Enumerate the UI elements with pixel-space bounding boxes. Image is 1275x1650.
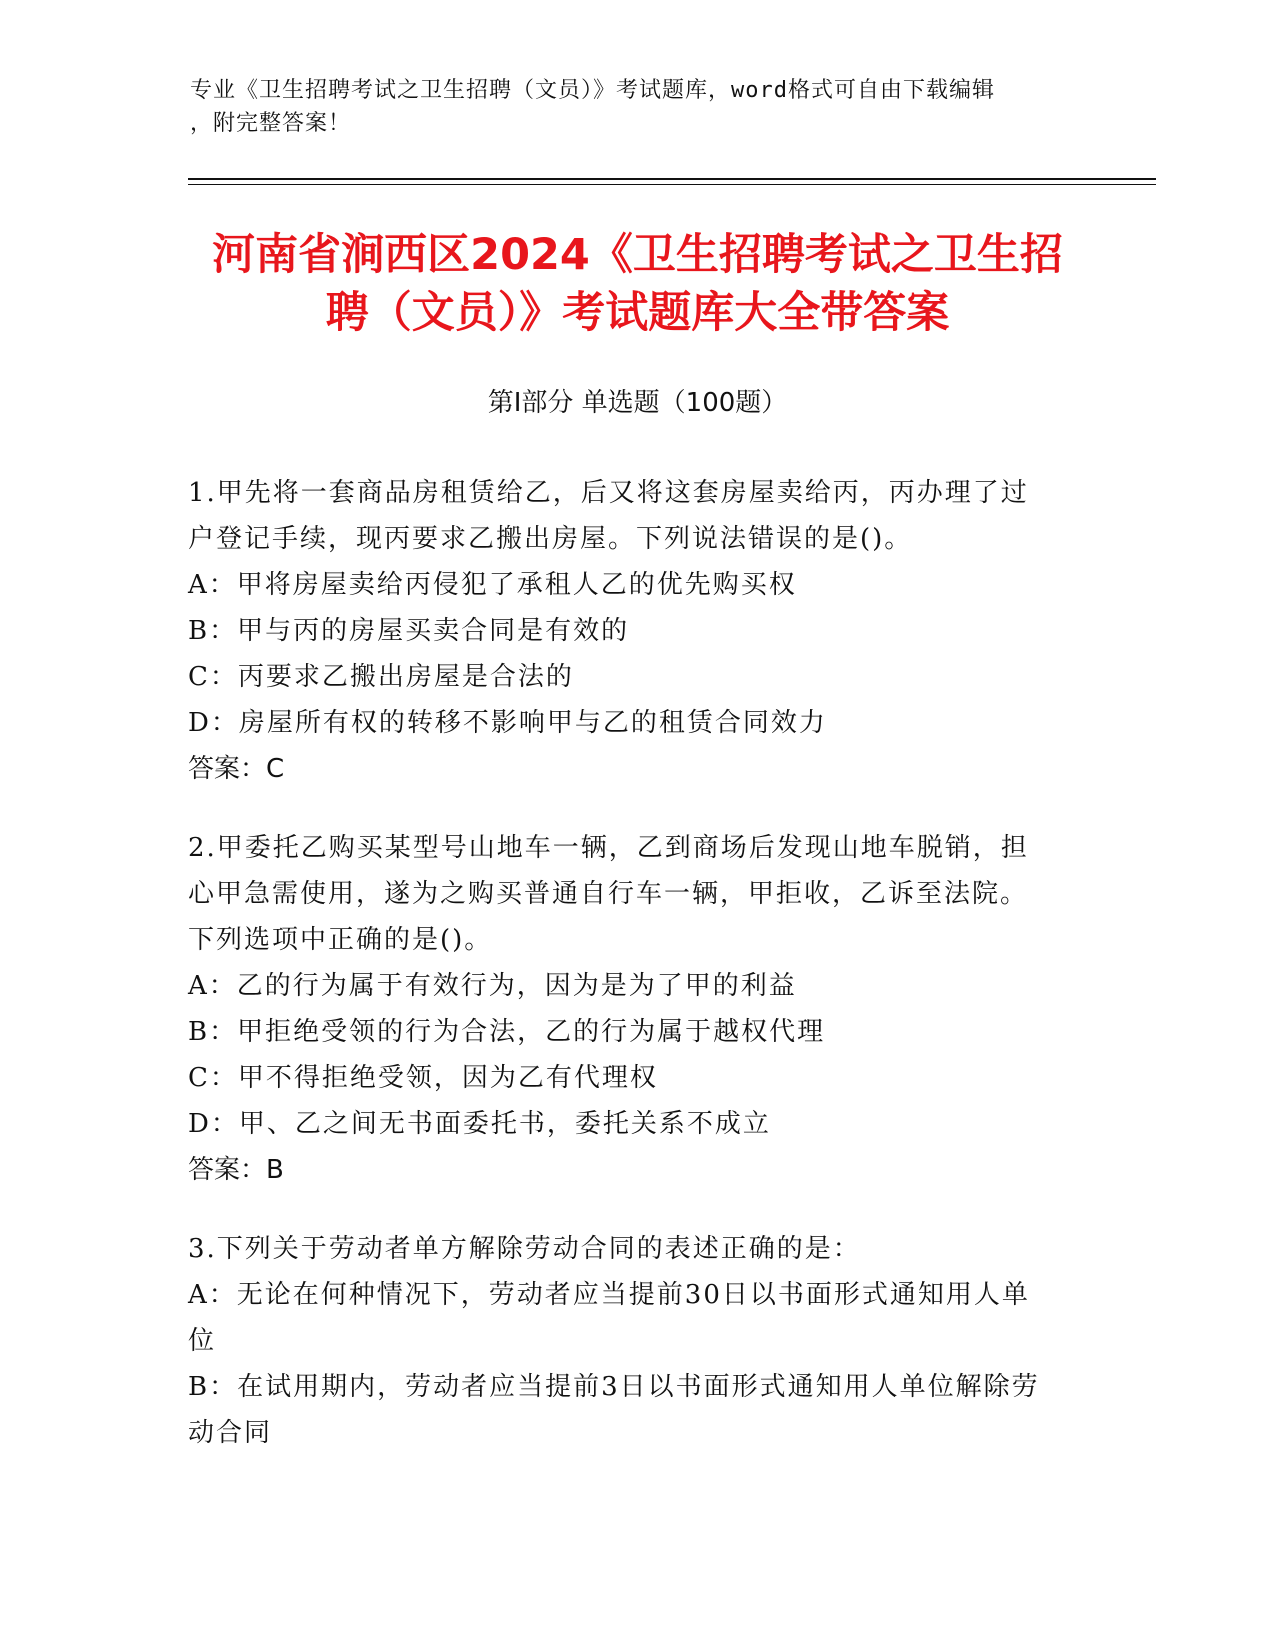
question-stem: 下列选项中正确的是()。 — [188, 925, 493, 955]
question-stem: 3.下列关于劳动者单方解除劳动合同的表述正确的是： — [188, 1234, 861, 1264]
option-b: B：甲与丙的房屋买卖合同是有效的 — [188, 616, 630, 646]
option-d: D：甲、乙之间无书面委托书，委托关系不成立 — [188, 1109, 771, 1139]
question-stem: 2.甲委托乙购买某型号山地车一辆，乙到商场后发现山地车脱销，担 — [188, 833, 1029, 863]
question-stem: 1.甲先将一套商品房租赁给乙，后又将这套房屋卖给丙，丙办理了过 — [188, 478, 1029, 508]
option-a: A：甲将房屋卖给丙侵犯了承租人乙的优先购买权 — [188, 570, 797, 600]
document-title — [150, 226, 1125, 342]
question-2 — [188, 825, 1078, 1193]
header-note — [190, 74, 1090, 140]
document-title-line: 河南省涧西区2024《卫生招聘考试之卫生招 — [212, 230, 1063, 280]
answer: 答案：B — [188, 1155, 284, 1185]
question-stem: 心甲急需使用，遂为之购买普通自行车一辆，甲拒收，乙诉至法院。 — [188, 879, 1029, 909]
header-note-line: ，附完整答案！ — [190, 111, 352, 136]
question-stem: 户登记手续，现丙要求乙搬出房屋。下列说法错误的是()。 — [188, 524, 913, 554]
document-title-line: 聘（文员）》考试题库大全带答案 — [325, 288, 950, 338]
question-1 — [188, 470, 1078, 792]
header-divider — [188, 178, 1156, 180]
header-note-line: 专业《卫生招聘考试之卫生招聘（文员）》考试题库，word格式可自由下载编辑 — [190, 78, 995, 103]
answer: 答案：C — [188, 754, 285, 784]
option-a: A：无论在何种情况下，劳动者应当提前30日以书面形式通知用人单 — [188, 1280, 1030, 1310]
option-b: B：在试用期内，劳动者应当提前3日以书面形式通知用人单位解除劳 — [188, 1372, 1040, 1402]
option-b: B：甲拒绝受领的行为合法，乙的行为属于越权代理 — [188, 1017, 826, 1047]
question-3 — [188, 1226, 1078, 1456]
option-a: A：乙的行为属于有效行为，因为是为了甲的利益 — [188, 971, 797, 1001]
option-b-continued: 动合同 — [188, 1418, 273, 1448]
question-list — [188, 470, 1078, 1489]
option-a-continued: 位 — [188, 1326, 217, 1356]
header-divider-thin — [188, 184, 1156, 185]
option-c: C：丙要求乙搬出房屋是合法的 — [188, 662, 574, 692]
section-title: 第Ⅰ部分 单选题（100题） — [487, 388, 788, 418]
option-d: D：房屋所有权的转移不影响甲与乙的租赁合同效力 — [188, 708, 827, 738]
option-c: C：甲不得拒绝受领，因为乙有代理权 — [188, 1063, 658, 1093]
